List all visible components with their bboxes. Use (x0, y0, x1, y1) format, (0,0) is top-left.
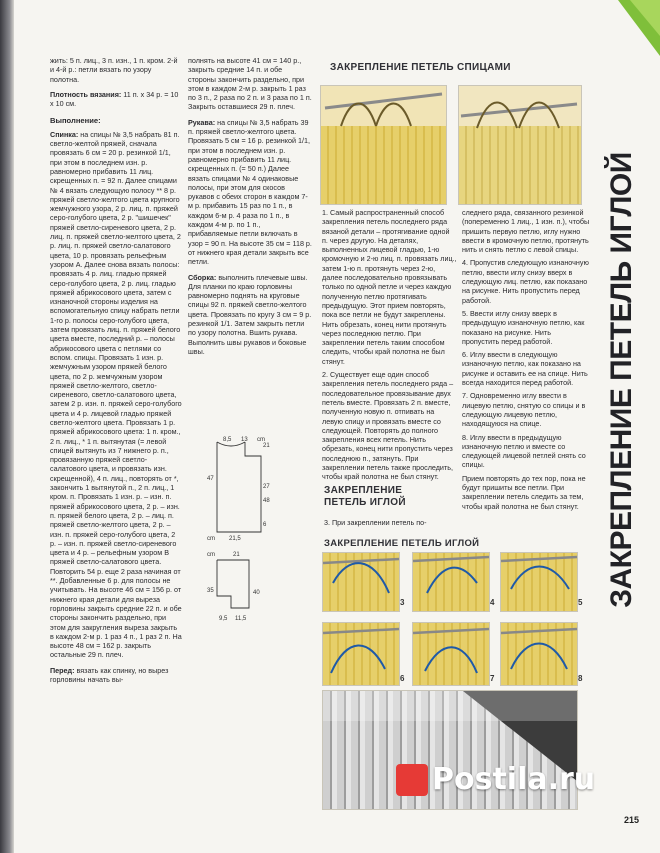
figure-8 (500, 622, 578, 686)
figure-7-number: 7 (490, 674, 495, 683)
back-outline (217, 442, 261, 532)
back-label-side-2: 47 (207, 476, 214, 482)
page-binding-shadow (0, 0, 14, 853)
final-note: Прием повторять до тех пор, пока не будут пришиты все петли. При закреплении петель следить за тем, чтобы край полотна не был стянут. (462, 473, 586, 511)
sleeve-outline (217, 560, 249, 608)
figure-5 (500, 552, 578, 612)
figure-4-art (413, 553, 489, 611)
figure-6-art (323, 623, 399, 685)
sleeve-label-side-1: 40 (253, 590, 260, 596)
spokes-title: ЗАКРЕПЛЕНИЕ ПЕТЕЛЬ СПИЦАМИ (330, 62, 511, 73)
spokes-illustration-2-art (459, 86, 581, 204)
figure-6-number: 6 (400, 674, 405, 683)
spokes-illustration-1-art (321, 86, 446, 204)
density-label: Плотность вязания: (50, 89, 122, 99)
green-corner-shape (590, 0, 660, 62)
step-3-start: 3. При закреплении петель по- (324, 518, 427, 527)
assembly-text: выполнить плечевые швы. Для планки по краю горловины равномерно поднять на круговые спицы 92 п. пряжей светло-желтого цвета. Провязать по кругу 3 см = 9 р. резинкой 1/1. Затем закрыть петли по узору полотна. Вшить рукава. Выполнить швы рукавов и боковые швы. (188, 272, 312, 356)
sleeve-label-bottom-0: 9,5 (219, 616, 228, 622)
sleeve-label-side-0: 35 (207, 588, 214, 594)
sleeve-label-bottom-1: 11,5 (235, 616, 247, 622)
spokes-illustration-2 (458, 85, 582, 205)
back-label-top-1: 13 (241, 437, 248, 443)
figure-7 (412, 622, 490, 686)
figure-4 (412, 552, 490, 612)
page-number: 215 (624, 815, 640, 825)
back-label-side-3: 48 (263, 498, 270, 504)
step-6: 6. Иглу ввести в следующую изнаночную петлю, как показано на рисунке и оставить ее на спице. Нить всегда находится перед работой. (462, 350, 588, 388)
back-label-bottom-0: cm (207, 536, 215, 542)
density-value: 11 п. x 34 р. = 10 x 10 см. (50, 89, 179, 109)
sleeve-label: Рукава: (188, 117, 216, 127)
figure-3-number: 3 (400, 598, 405, 607)
step-4: 4. Пропустив следующую изнаночную петлю, ввести иглу снизу вверх в следующую лиц. петлю, как показано на рисунке. Нить пропустить перед работой. (462, 258, 589, 305)
sleeve-label-top-0: cm (207, 552, 215, 558)
back-label-side-1: 27 (263, 484, 270, 490)
sleeve-label-top-1: 21 (233, 552, 240, 558)
figure-8-number: 8 (578, 674, 583, 683)
front-paragraph (50, 666, 182, 685)
back-text: на спицы № 3,5 набрать 81 п. светло-желтой пряжей, сначала провязать 6 см = 20 р. резинкой 1/1, при этом в последнем изн. р. равномерно прибавить 11 лиц. скрещенных п. = 92 п. Далее спицами № 4 вязать следующую полосу ** 8 р. пряжей светло-желтого цвета крупного жемчужного узора, 2 р. лиц. п. пряжей серо-голубого цвета, 2 р. "шишечек" пряжей светло-сиреневого цвета, 2 р. лиц. п. пряжей светло-желтого цвета, 2 р. лиц. п. пряжей светло-салатового цвета, 10 р. провязать рельефным узором A. Далее снова вязать полосы: провязать 4 р. лиц. гладью пряжей серо-голубого цвета, 2 р. лиц. гладью пряжей абрикосового цвета, затем с изнаночной стороны изделия на вспомогательную спицу набрать петли 1-го р. полосы серо-голубого цвета, затем провязать лиц. п. пряжей белого цвета вместе, последний р. – полосы абрикосового цвета с петлями со вспом. спицы. Провязать 1 изн. р. жемчужным узором пряжей белого цвета, по 2 р. жемчужным узором пряжей светло-желтого, светло-сиреневого, светло-салатового цвета, затем 2 р. изн. п. пряжей серо-голубого цвета и 4 р. лицевой гладью пряжей светло-желтого цвета. Провязать 1 р. пряжей абрикосового цвета: 1 п. кром., 2 п. лиц., * 1 п. вытянутая (= левой спицей вытянуть из 7 нижнего р. п., провязанную пряжей светло-салатового цвета, и провязать изн. скрещенной), 4 п. лиц., повторять от *, закончить 1 вытянутой п., 2 п. лиц., 1 кром. п. Провязать 1 изн. р. – изн. п. пряжей абрикосового цвета, 2 р. – изн. п. пряжей белого цвета, 2 р. – лиц. п. пряжей светло-желтого цвета, 2 р. – изн. п. пряжей серо-голубого цвета, 2 р. – изн. п. пряжей светло-сиреневого цвета и 4 р. – рельефным узором B пряжей светло-салатового цвета. Повторить 54 р. еще 2 раза начиная от **. Добавленные 6 р. для полосы не учитывать. На высоте 46 см = 156 р. от нижнего края детали для выреза горловины закрыть средние 22 п. и обе стороны закончить раздельно, при этом для закругления выреза закрыть в каждом 2-м р. 1 раз 4 п., 1 раз 2 п. На высоте 48 см = 162 р. закрыть остальные 29 п. плеч. (50, 129, 182, 660)
watermark-logo-icon (396, 764, 428, 796)
front-text: вязать как спинку, но вырез горловины начать вы- (50, 665, 169, 684)
figure-6 (322, 622, 400, 686)
intro-text: жить: 5 п. лиц., 3 п. изн., 1 п. кром. 2-й и 4-й р.: петли вязать по узору полотна. (50, 56, 178, 84)
needle-steps-column (462, 208, 590, 515)
front-continuation: полнять на высоте 41 см = 140 р., закрыть средние 14 п. и обе стороны закончить раздельно, при этом в каждом 2-м р. закрыть 1 раз по 3 п., 2 раза по 2 п. и 3 раза по 1 п. Закрыть оставшиеся 29 п. плеч. (188, 56, 312, 112)
watermark-text: Postila.ru (432, 762, 596, 797)
needle-title: ЗАКРЕПЛЕНИЕ ПЕТЕЛЬ ИГЛОЙ (324, 485, 406, 508)
assembly-label: Сборка: (188, 272, 217, 282)
step-1: 1. Самый распространенный способ закрепления петель последнего ряда вязаной детали – протягивание одной п. через другую. На деталях, выполненных лицевой гладью, 1-ю кромочную и 2-ю лиц. п. провязать лиц., затем 1-ю п. протянуть через 2-ю, далее последовательно провязывать только по одной петле и через каждую полученную петлю протягивать предыдущую. Этот прием повторять, пока все петли не будут закреплены. Нить обрезать, конец нити протянуть через последнюю петлю. При закреплении петель таким способом следить, чтобы край полотна не был стянут. (322, 208, 457, 366)
step-2: 2. Существует еще один способ закрепления петель последнего ряда – последовательное провязывание двух петель вместе. Провязать 2 п. вместе, полученную новую п. отпивать на левую спицу и провязать вместе со следующей. Повторять до полного закрепления всех петель. Нить обрезать, конец нити пропустить через последнюю п., затянуть. При закреплении петель также проследить, чтобы край полотна не был стянут. (322, 370, 454, 482)
step-8: 8. Иглу ввести в предыдущую изнаночную петлю и вместе со следующей лицевой петлей снять со спицы. (462, 432, 586, 470)
sleeve-schema (205, 548, 275, 628)
assembly-paragraph (188, 273, 312, 357)
back-label: Спинка: (50, 129, 79, 139)
spokes-illustration-1 (320, 85, 447, 205)
middle-column (188, 56, 312, 360)
back-schema (205, 436, 275, 542)
figure-5-number: 5 (578, 598, 583, 607)
left-column (50, 56, 182, 688)
sleeve-paragraph (188, 118, 312, 267)
figure-4-number: 4 (490, 598, 495, 607)
vertical-section-title: ЗАКРЕПЛЕНИЕ ПЕТЕЛЬ ИГЛОЙ (605, 152, 638, 608)
figure-8-art (501, 623, 577, 685)
figure-3-art (323, 553, 399, 611)
figure-5-art (501, 553, 577, 611)
step-7: 7. Одновременно иглу ввести в лицевую петлю, снятую со спицы и в следующую лицевую петлю, находящуюся на спице. (462, 391, 586, 429)
back-label-top-2: cm (257, 437, 265, 443)
density-paragraph (50, 90, 182, 109)
back-paragraph (50, 130, 182, 660)
spokes-steps-column (322, 208, 457, 486)
figure-3 (322, 552, 400, 612)
figure-7-art (413, 623, 489, 685)
front-label: Перед: (50, 665, 75, 675)
back-label-side-0: 21 (263, 443, 270, 449)
execution-heading: Выполнение: (50, 116, 101, 126)
back-label-bottom-2: 6 (263, 522, 267, 528)
green-corner-stripe (590, 0, 660, 62)
step-3-cont: следнего ряда, связанного резинкой (попеременно 1 лиц., 1 изн. п.), чтобы пришить первую петлю, иглу нужно ввести в кромочную петлю, протянуть нить и снять петлю с левой спицы. (462, 208, 590, 255)
needle-strip-title: ЗАКРЕПЛЕНИЕ ПЕТЕЛЬ ИГЛОЙ (324, 538, 480, 549)
sleeve-text: на спицы № 3,5 набрать 39 п. пряжей светло-желтого цвета. Провязать 5 см = 16 р. резинкой 1/1, при этом в последнем изн. р. равномерно прибавить 11 лиц. скрещенных п. (= 50 п.) Далее вязать спицами № 4 одинаковые полосы, при этом для скосов рукавов с обеих сторон в каждом 7-м р. прибавить 15 раз по 1 п., в каждом 6-м р. 4 раза по 1 п., в каждом 4-м р. по 1 п., прибавляемые петли включать в узор = 90 п. На высоте 35 см = 118 р. от нижнего края детали закрыть все петли. (188, 117, 312, 267)
back-label-top-0: 8,5 (223, 437, 232, 443)
step-5: 5. Ввести иглу снизу вверх в предыдущую изнаночную петлю, как показано на рисунке. Нить пропустить перед работой. (462, 308, 585, 346)
back-label-bottom-1: 21,5 (229, 536, 241, 542)
